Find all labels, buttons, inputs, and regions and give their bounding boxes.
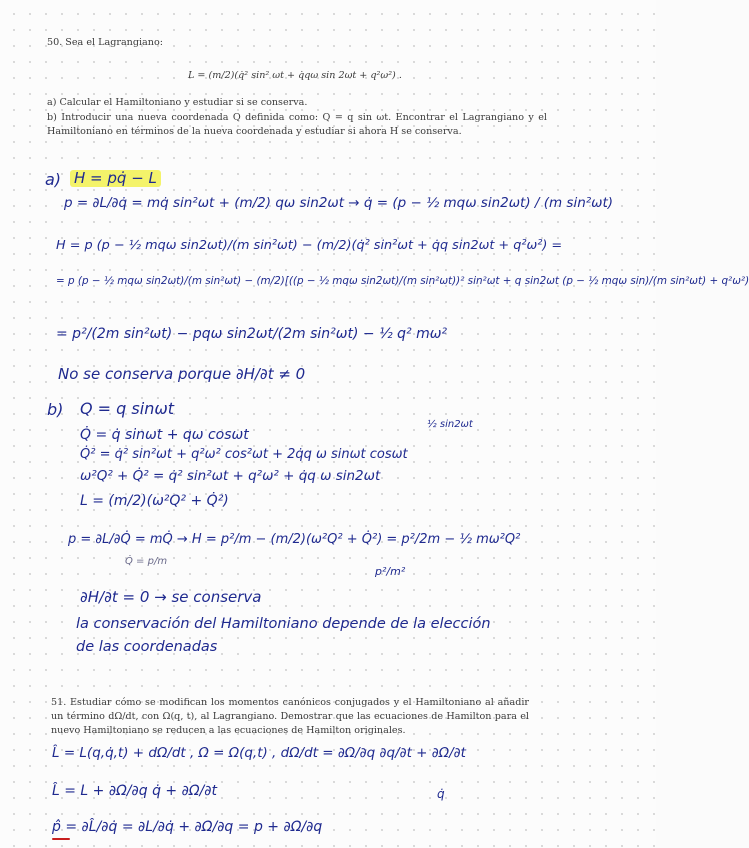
sin2wt-annotation: ½ sin2ωt xyxy=(427,419,473,430)
hamiltonian-line-2: = p (p − ½ mqω sin2ωt)/(m sin²ωt) − (m/2)[((p − ½ mqω sin2ωt)/(m sin²ωt))² sin²ωt + q sin2ωt (p − ½ mqω sin)/(m sin²ωt) + q²ω²) xyxy=(56,275,749,287)
q-dot-squared-line: Q̇² = q̇² sin²ωt + q²ω² cos²ωt + 2q̇q ω sinωt cosωt xyxy=(80,447,408,462)
red-underline-mark xyxy=(52,838,70,840)
problem-50-statement: 50. Sea el Lagrangiano: xyxy=(47,37,163,48)
new-coordinate-definition: Q = q sinωt xyxy=(80,399,175,418)
q-dot-line: Q̇ = q̇ sinωt + qω cosωt xyxy=(80,427,249,443)
conservation-conclusion-a: No se conserva porque ∂H/∂t ≠ 0 xyxy=(58,365,306,383)
solution-51-line-1: L̂ = L(q,q̇,t) + dΩ/dt , Ω = Ω(q,t) , dΩ/dt = ∂Ω/∂q ∂q/∂t + ∂Ω/∂t xyxy=(52,745,466,761)
hamiltonian-line-1: H = p (p − ½ mqω sin2ωt)/(m sin²ωt) − (m/2)(q̇² sin²ωt + q̇q sin2ωt + q²ω²) = xyxy=(56,238,563,253)
remark-line-2: de las coordenadas xyxy=(76,639,218,655)
problem-51-statement: 51. Estudiar cómo se modifican los momentos canónicos conjugados y el Hamiltoniano al añadir un término dΩ/dt, con Ω(q, t), al Lagrangiano. Demostrar que las ecuaciones de Hamilton para el nuevo Hamiltoniano se reducen a las ecuaciones de Hamilton originales. xyxy=(51,697,529,736)
q-dot-substitution: Q̇ = p/m xyxy=(125,556,168,567)
dhdt-conclusion: ∂H/∂t = 0 → se conserva xyxy=(80,588,262,606)
solution-51-line-2: L̂ = L + ∂Ω/∂q q̇ + ∂Ω/∂t xyxy=(52,783,217,799)
momentum-line: p = ∂L/∂q̇ = mq̇ sin²ωt + (m/2) qω sin2ωt → q̇ = (p − ½ mqω sin2ωt) / (m sin²ωt) xyxy=(64,195,614,211)
new-lagrangian: L = (m/2)(ω²Q² + Q̇²) xyxy=(80,493,229,509)
hamiltonian-line-3: = p²/(2m sin²ωt) − pqω sin2ωt/(2m sin²ωt) − ½ q² mω² xyxy=(56,326,448,342)
hamiltonian-definition: H = pq̇ − L xyxy=(70,170,161,187)
remark-line-1: la conservación del Hamiltoniano depende de la elección xyxy=(76,616,491,632)
part-a-text: a) Calcular el Hamiltoniano y estudiar si se conserva. xyxy=(47,97,308,108)
qdot-annotation: q̇ xyxy=(437,787,445,801)
p-squared-over-m-squared: p²/m² xyxy=(375,565,406,578)
part-b-text: b) Introducir una nueva coordenada Q definida como: Q = q sin ωt. Encontrar el Lagrangiano y el Hamiltoniano en términos de la nueva coordenada y estudiar si ahora H se conserva. xyxy=(47,112,547,137)
lagrangian-equation: L = (m/2)(q̇² sin² ωt + q̇qω sin 2ωt + q²ω²) . xyxy=(188,70,402,81)
new-momentum-hamiltonian: p = ∂L/∂Q̇ = mQ̇ → H = p²/m − (m/2)(ω²Q² + Q̇²) = p²/2m − ½ mω²Q² xyxy=(68,532,521,547)
sum-line: ω²Q² + Q̇² = q̇² sin²ωt + q²ω² + q̇q ω sin2ωt xyxy=(80,468,381,484)
solution-b-label: b) xyxy=(47,400,64,419)
solution-a-label: a) xyxy=(45,170,62,189)
solution-51-line-3: p̂ = ∂L̂/∂q̇ = ∂L/∂q̇ + ∂Ω/∂q = p + ∂Ω/∂q xyxy=(52,819,323,835)
